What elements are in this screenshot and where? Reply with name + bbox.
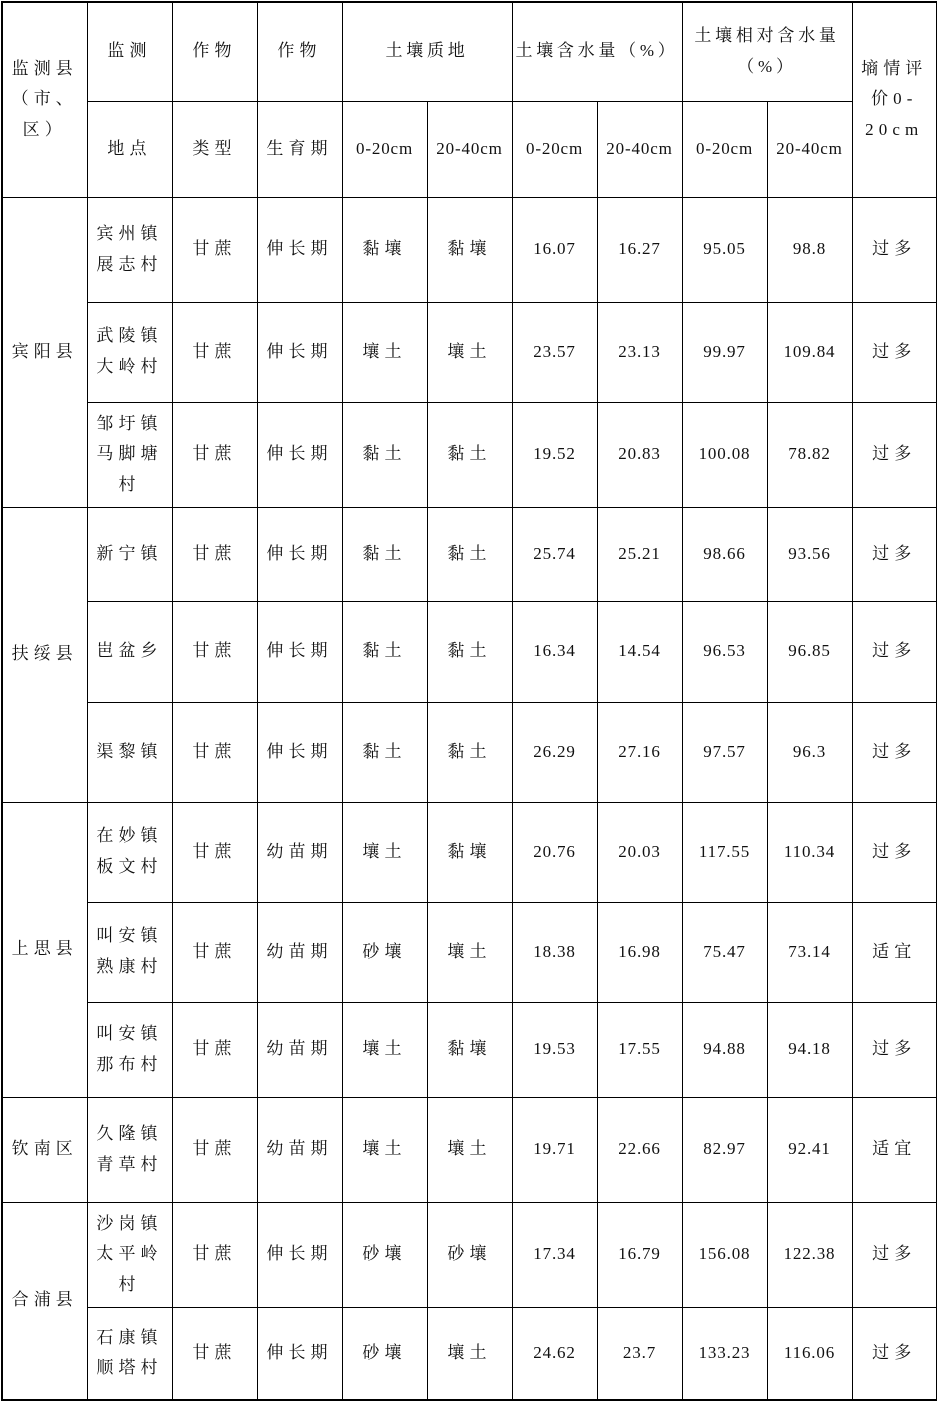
table-row <box>2 1307 937 1400</box>
evaluation-cell: 过多 <box>852 402 937 507</box>
water-20-40-cell: 20.03 <box>597 802 682 902</box>
table-row <box>2 902 937 1002</box>
county-cell: 上思县 <box>2 802 87 1097</box>
header-moisture-evaluation: 墒情评价0-20cm <box>852 2 937 197</box>
location-cell: 久隆镇青草村 <box>87 1097 172 1202</box>
header-site-line1: 监测 <box>87 2 172 101</box>
evaluation-cell: 过多 <box>852 302 937 402</box>
water-20-40-cell: 22.66 <box>597 1097 682 1202</box>
crop-type-cell: 甘蔗 <box>172 302 257 402</box>
relative-water-20-40-cell: 93.56 <box>767 507 852 601</box>
water-0-20-cell: 19.53 <box>512 1002 597 1097</box>
texture-0-20-cell: 黏土 <box>342 402 427 507</box>
location-cell: 在妙镇板文村 <box>87 802 172 902</box>
water-20-40-cell: 23.7 <box>597 1307 682 1400</box>
water-0-20-cell: 18.38 <box>512 902 597 1002</box>
location-cell: 叫安镇熟康村 <box>87 902 172 1002</box>
relative-water-20-40-cell: 98.8 <box>767 197 852 302</box>
crop-type-cell: 甘蔗 <box>172 1202 257 1307</box>
texture-20-40-cell: 壤土 <box>427 1097 512 1202</box>
relative-water-0-20-cell: 95.05 <box>682 197 767 302</box>
texture-20-40-cell: 壤土 <box>427 302 512 402</box>
texture-0-20-cell: 壤土 <box>342 1002 427 1097</box>
location-cell: 岜盆乡 <box>87 601 172 702</box>
evaluation-cell: 适宜 <box>852 902 937 1002</box>
relative-water-0-20-cell: 133.23 <box>682 1307 767 1400</box>
crop-type-cell: 甘蔗 <box>172 601 257 702</box>
header-county: 监测县（市、区） <box>2 2 87 197</box>
relative-water-0-20-cell: 117.55 <box>682 802 767 902</box>
evaluation-cell: 过多 <box>852 802 937 902</box>
table-row <box>2 197 937 302</box>
soil-moisture-table <box>1 1 937 1401</box>
texture-0-20-cell: 黏壤 <box>342 197 427 302</box>
table-row <box>2 1202 937 1307</box>
relative-water-0-20-cell: 96.53 <box>682 601 767 702</box>
county-cell: 钦南区 <box>2 1097 87 1202</box>
growth-stage-cell: 伸长期 <box>257 402 342 507</box>
relative-water-20-40-cell: 96.85 <box>767 601 852 702</box>
water-20-40-cell: 16.79 <box>597 1202 682 1307</box>
header-crop-line1: 作物 <box>172 2 257 101</box>
water-20-40-cell: 25.21 <box>597 507 682 601</box>
table-row <box>2 402 937 507</box>
header-soil-relative-water-content: 土壤相对含水量（%） <box>682 2 852 101</box>
growth-stage-cell: 幼苗期 <box>257 1002 342 1097</box>
texture-20-40-cell: 砂壤 <box>427 1202 512 1307</box>
water-0-20-cell: 19.52 <box>512 402 597 507</box>
relative-water-20-40-cell: 94.18 <box>767 1002 852 1097</box>
water-0-20-cell: 17.34 <box>512 1202 597 1307</box>
table-row <box>2 1097 937 1202</box>
texture-0-20-cell: 黏土 <box>342 702 427 802</box>
crop-type-cell: 甘蔗 <box>172 802 257 902</box>
header-crop-line2: 类型 <box>172 101 257 197</box>
header-site-line2: 地点 <box>87 101 172 197</box>
header-relative-depth-deep: 20-40cm <box>767 101 852 197</box>
header-stage-line2: 生育期 <box>257 101 342 197</box>
table-row <box>2 302 937 402</box>
relative-water-0-20-cell: 100.08 <box>682 402 767 507</box>
growth-stage-cell: 伸长期 <box>257 601 342 702</box>
relative-water-0-20-cell: 94.88 <box>682 1002 767 1097</box>
water-20-40-cell: 16.27 <box>597 197 682 302</box>
growth-stage-cell: 幼苗期 <box>257 902 342 1002</box>
header-row-2 <box>2 101 937 197</box>
table-header <box>2 2 937 197</box>
evaluation-cell: 适宜 <box>852 1097 937 1202</box>
texture-0-20-cell: 砂壤 <box>342 1307 427 1400</box>
header-water-depth-deep: 20-40cm <box>597 101 682 197</box>
table-row <box>2 601 937 702</box>
table-row <box>2 507 937 601</box>
location-cell: 渠黎镇 <box>87 702 172 802</box>
location-cell: 沙岗镇太平岭村 <box>87 1202 172 1307</box>
relative-water-0-20-cell: 75.47 <box>682 902 767 1002</box>
water-0-20-cell: 25.74 <box>512 507 597 601</box>
texture-20-40-cell: 黏土 <box>427 601 512 702</box>
relative-water-20-40-cell: 73.14 <box>767 902 852 1002</box>
texture-0-20-cell: 砂壤 <box>342 902 427 1002</box>
relative-water-20-40-cell: 110.34 <box>767 802 852 902</box>
water-0-20-cell: 26.29 <box>512 702 597 802</box>
texture-20-40-cell: 黏壤 <box>427 197 512 302</box>
evaluation-cell: 过多 <box>852 197 937 302</box>
crop-type-cell: 甘蔗 <box>172 902 257 1002</box>
table-row <box>2 1002 937 1097</box>
texture-20-40-cell: 壤土 <box>427 1307 512 1400</box>
relative-water-20-40-cell: 122.38 <box>767 1202 852 1307</box>
header-soil-texture: 土壤质地 <box>342 2 512 101</box>
evaluation-cell: 过多 <box>852 601 937 702</box>
water-0-20-cell: 16.34 <box>512 601 597 702</box>
texture-20-40-cell: 壤土 <box>427 902 512 1002</box>
texture-0-20-cell: 壤土 <box>342 802 427 902</box>
evaluation-cell: 过多 <box>852 1307 937 1400</box>
texture-0-20-cell: 黏土 <box>342 507 427 601</box>
water-0-20-cell: 16.07 <box>512 197 597 302</box>
relative-water-20-40-cell: 92.41 <box>767 1097 852 1202</box>
growth-stage-cell: 幼苗期 <box>257 802 342 902</box>
header-water-depth-shallow: 0-20cm <box>512 101 597 197</box>
texture-20-40-cell: 黏土 <box>427 507 512 601</box>
relative-water-20-40-cell: 109.84 <box>767 302 852 402</box>
crop-type-cell: 甘蔗 <box>172 702 257 802</box>
water-20-40-cell: 23.13 <box>597 302 682 402</box>
table-row <box>2 802 937 902</box>
texture-20-40-cell: 黏土 <box>427 702 512 802</box>
growth-stage-cell: 伸长期 <box>257 1307 342 1400</box>
location-cell: 叫安镇那布村 <box>87 1002 172 1097</box>
evaluation-cell: 过多 <box>852 1202 937 1307</box>
water-20-40-cell: 16.98 <box>597 902 682 1002</box>
water-0-20-cell: 20.76 <box>512 802 597 902</box>
water-0-20-cell: 19.71 <box>512 1097 597 1202</box>
evaluation-cell: 过多 <box>852 507 937 601</box>
table-body <box>2 197 937 1400</box>
water-20-40-cell: 20.83 <box>597 402 682 507</box>
county-cell: 宾阳县 <box>2 197 87 507</box>
header-stage-line1: 作物 <box>257 2 342 101</box>
growth-stage-cell: 伸长期 <box>257 702 342 802</box>
growth-stage-cell: 伸长期 <box>257 302 342 402</box>
header-texture-depth-shallow: 0-20cm <box>342 101 427 197</box>
growth-stage-cell: 幼苗期 <box>257 1097 342 1202</box>
crop-type-cell: 甘蔗 <box>172 1097 257 1202</box>
relative-water-0-20-cell: 97.57 <box>682 702 767 802</box>
texture-20-40-cell: 黏壤 <box>427 802 512 902</box>
crop-type-cell: 甘蔗 <box>172 1002 257 1097</box>
relative-water-0-20-cell: 156.08 <box>682 1202 767 1307</box>
evaluation-cell: 过多 <box>852 1002 937 1097</box>
relative-water-0-20-cell: 99.97 <box>682 302 767 402</box>
growth-stage-cell: 伸长期 <box>257 1202 342 1307</box>
crop-type-cell: 甘蔗 <box>172 507 257 601</box>
water-0-20-cell: 23.57 <box>512 302 597 402</box>
water-20-40-cell: 14.54 <box>597 601 682 702</box>
header-texture-depth-deep: 20-40cm <box>427 101 512 197</box>
location-cell: 邹圩镇马脚塘村 <box>87 402 172 507</box>
texture-0-20-cell: 壤土 <box>342 302 427 402</box>
relative-water-20-40-cell: 116.06 <box>767 1307 852 1400</box>
crop-type-cell: 甘蔗 <box>172 402 257 507</box>
county-cell: 合浦县 <box>2 1202 87 1400</box>
texture-0-20-cell: 砂壤 <box>342 1202 427 1307</box>
header-relative-depth-shallow: 0-20cm <box>682 101 767 197</box>
table-row <box>2 702 937 802</box>
location-cell: 新宁镇 <box>87 507 172 601</box>
location-cell: 宾州镇展志村 <box>87 197 172 302</box>
relative-water-20-40-cell: 78.82 <box>767 402 852 507</box>
growth-stage-cell: 伸长期 <box>257 507 342 601</box>
growth-stage-cell: 伸长期 <box>257 197 342 302</box>
relative-water-20-40-cell: 96.3 <box>767 702 852 802</box>
header-soil-water-content: 土壤含水量（%） <box>512 2 682 101</box>
location-cell: 武陵镇大岭村 <box>87 302 172 402</box>
texture-20-40-cell: 黏土 <box>427 402 512 507</box>
water-0-20-cell: 24.62 <box>512 1307 597 1400</box>
texture-0-20-cell: 黏土 <box>342 601 427 702</box>
evaluation-cell: 过多 <box>852 702 937 802</box>
texture-20-40-cell: 黏壤 <box>427 1002 512 1097</box>
relative-water-0-20-cell: 98.66 <box>682 507 767 601</box>
location-cell: 石康镇顺塔村 <box>87 1307 172 1400</box>
water-20-40-cell: 17.55 <box>597 1002 682 1097</box>
water-20-40-cell: 27.16 <box>597 702 682 802</box>
crop-type-cell: 甘蔗 <box>172 1307 257 1400</box>
header-row-1 <box>2 2 937 101</box>
crop-type-cell: 甘蔗 <box>172 197 257 302</box>
relative-water-0-20-cell: 82.97 <box>682 1097 767 1202</box>
county-cell: 扶绥县 <box>2 507 87 802</box>
texture-0-20-cell: 壤土 <box>342 1097 427 1202</box>
